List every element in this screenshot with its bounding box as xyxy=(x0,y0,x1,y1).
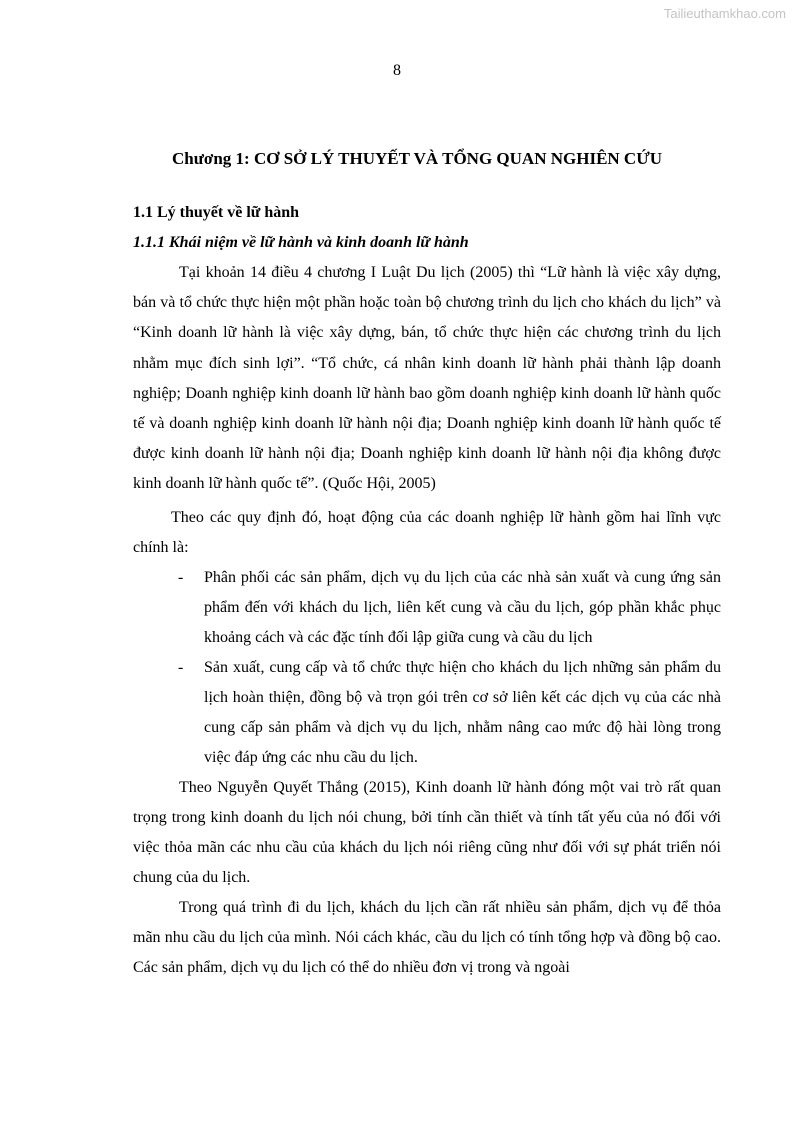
list-item-text: Sản xuất, cung cấp và tổ chức thực hiện cho khách du lịch những sản phẩm du lịch hoàn thiện, đồng bộ và trọn gói trên cơ sở liên kết các dịch vụ của các nhà cung cấp sản phẩm và dịch vụ du lịch, nhằm nâng cao mức độ hài lòng trong việc đáp ứng các nhu cầu du lịch. xyxy=(204,658,721,766)
bullet-list xyxy=(133,563,721,773)
list-item-text: Phân phối các sản phẩm, dịch vụ du lịch của các nhà sản xuất và cung ứng sản phẩm đến với khách du lịch, liên kết cung và cầu du lịch, góp phần khắc phục khoảng cách và các đặc tính đối lập giữa cung và cầu du lịch xyxy=(204,568,721,646)
paragraph: Trong quá trình đi du lịch, khách du lịch cần rất nhiều sản phẩm, dịch vụ để thỏa mãn nhu cầu du lịch của mình. Nói cách khác, cầu du lịch có tính tổng hợp và đồng bộ cao. Các sản phẩm, dịch vụ du lịch có thể do nhiều đơn vị trong và ngoài xyxy=(133,898,721,976)
list-item xyxy=(133,653,721,773)
subsection-title: 1.1.1 Khái niệm về lữ hành và kinh doanh lữ hành xyxy=(133,234,469,251)
bullet-marker: - xyxy=(178,658,184,676)
paragraph: Tại khoản 14 điều 4 chương I Luật Du lịch (2005) thì “Lữ hành là việc xây dựng, bán và tổ chức thực hiện một phần hoặc toàn bộ chương trình du lịch cho khách du lịch” và “Kinh doanh lữ hành là việc xây dựng, bán, tổ chức thực hiện các chương trình du lịch nhằm mục đích sinh lợi”. “Tổ chức, cá nhân kinh doanh lữ hành phải thành lập doanh nghiệp; Doanh nghiệp kinh doanh lữ hành bao gồm doanh nghiệp kinh doanh lữ hành quốc tế và doanh nghiệp kinh doanh lữ hành nội địa; Doanh nghiệp kinh doanh lữ hành quốc tế được kinh doanh lữ hành nội địa; Doanh nghiệp kinh doanh lữ hành nội địa không được kinh doanh lữ hành quốc tế”. (Quốc Hội, 2005) xyxy=(133,264,721,493)
document-body xyxy=(133,147,721,983)
bullet-marker: - xyxy=(178,568,184,586)
watermark: Tailieuthamkhao.com xyxy=(663,6,786,21)
chapter-title: Chương 1: CƠ SỞ LÝ THUYẾT VÀ TỔNG QUAN NGHIÊN CỨU xyxy=(171,149,663,168)
page-number: 8 xyxy=(393,62,401,79)
paragraph: Theo Nguyễn Quyết Thắng (2015), Kinh doanh lữ hành đóng một vai trò rất quan trọng trong kinh doanh du lịch nói chung, bởi tính cần thiết và tính tất yếu của nó đối với việc thỏa mãn các nhu cầu của khách du lịch nói riêng cũng như đối với sự phát triển nói chung của du lịch. xyxy=(133,778,721,886)
list-item xyxy=(133,563,721,653)
section-title: 1.1 Lý thuyết về lữ hành xyxy=(133,204,300,221)
paragraph: Theo các quy định đó, hoạt động của các doanh nghiệp lữ hành gồm hai lĩnh vực chính là: xyxy=(133,508,721,556)
